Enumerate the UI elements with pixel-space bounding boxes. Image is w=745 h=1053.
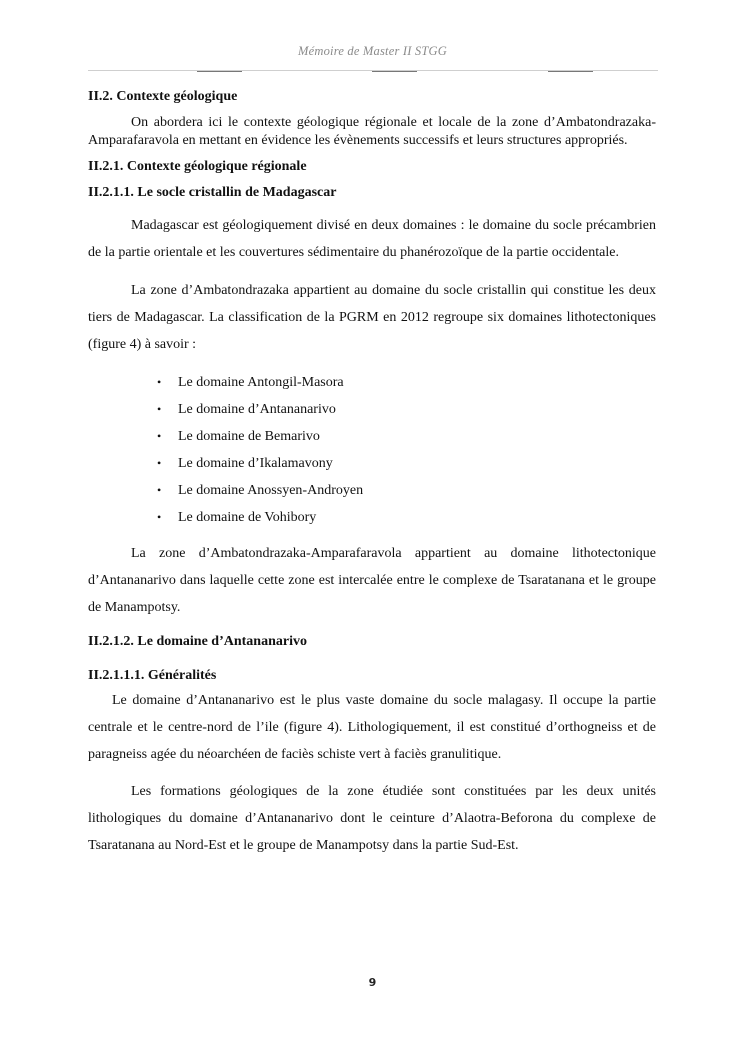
bullet-icon: • xyxy=(157,483,162,497)
page-number: 9 xyxy=(368,976,377,989)
header-rule-accent xyxy=(548,71,593,72)
paragraph-zone-appartenance: La zone d’Ambatondrazaka-Amparafaravola appartient au domaine lithotectonique d’Antananarivo dans laquelle cette zone est intercalée entre le complexe de Tsaratanana et le groupe de Manampotsy. xyxy=(88,546,656,615)
list-item: • Le domaine de Vohibory xyxy=(88,504,656,531)
bullet-icon: • xyxy=(157,456,162,470)
paragraph-formations-geologiques: Les formations géologiques de la zone étudiée sont constituées par les deux unités lithologiques du domaine d’Antananarivo dont le ceinture d’Alaotra-Beforona du complexe de Tsaratanana au Nord-Est et le groupe de Manampotsy dans la partie Sud-Est. xyxy=(88,784,656,853)
heading-contexte-geologique: II.2. Contexte géologique xyxy=(88,89,238,104)
header-rule-accent xyxy=(197,71,242,72)
bullet-icon: • xyxy=(157,429,162,443)
domain-list xyxy=(88,369,656,531)
bullet-icon: • xyxy=(157,402,162,416)
header-rule-accent xyxy=(372,71,417,72)
paragraph-domaine-antananarivo: Le domaine d’Antananarivo est le plus vaste domaine du socle malagasy. Il occupe la partie centrale et le centre-nord de l’ile (figure 4). Lithologiquement, il est constitué d’orthogneiss et de paragneiss agée du néoarchéen de faciès schiste vert à faciès granulitique. xyxy=(88,693,656,762)
page-content xyxy=(88,88,656,859)
list-item: • Le domaine d’Antananarivo xyxy=(88,396,656,423)
list-item: • Le domaine Antongil-Masora xyxy=(88,369,656,396)
heading-generalites: II.2.1.1.1. Généralités xyxy=(88,668,217,683)
paragraph-zone-ambatondrazaka: La zone d’Ambatondrazaka appartient au domaine du socle cristallin qui constitue les deux tiers de Madagascar. La classification de la PGRM en 2012 regroupe six domaines lithotectoniques (figure 4) à savoir : xyxy=(88,283,656,352)
list-item: • Le domaine de Bemarivo xyxy=(88,423,656,450)
list-item: • Le domaine d’Ikalamavony xyxy=(88,450,656,477)
paragraph-intro: On abordera ici le contexte géologique régionale et locale de la zone d’Ambatondrazaka-Amparafaravola en mettant en évidence les évènements successifs et leurs structures appropriés. xyxy=(88,115,656,148)
list-item: • Le domaine Anossyen-Androyen xyxy=(88,477,656,504)
running-header: Mémoire de Master II STGG xyxy=(298,44,447,58)
heading-contexte-regional: II.2.1. Contexte géologique régionale xyxy=(88,159,307,174)
bullet-icon: • xyxy=(157,510,162,524)
heading-socle-cristallin: II.2.1.1. Le socle cristallin de Madagascar xyxy=(88,185,337,200)
paragraph-madagascar-domaines: Madagascar est géologiquement divisé en deux domaines : le domaine du socle précambrien de la partie orientale et les couvertures sédimentaire du phanérozoïque de la partie occidentale. xyxy=(88,218,656,260)
bullet-icon: • xyxy=(157,375,162,389)
heading-domaine-antananarivo: II.2.1.2. Le domaine d’Antananarivo xyxy=(88,634,307,649)
